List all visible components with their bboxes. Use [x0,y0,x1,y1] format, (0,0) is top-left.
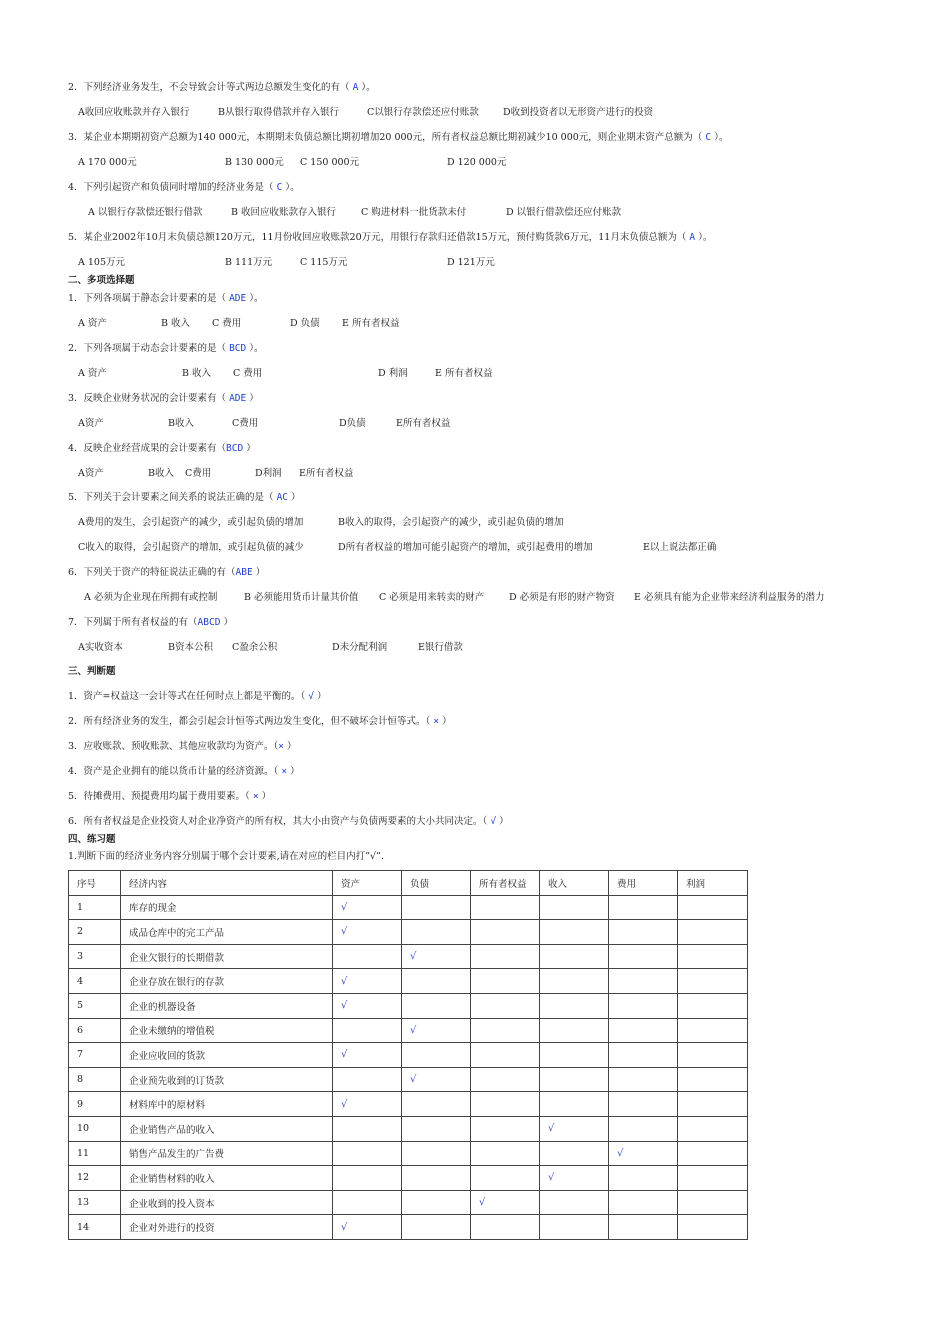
answer: ADE [229,393,247,404]
answer: C [276,182,283,193]
row-cell [402,1166,471,1191]
answer: √ [308,691,315,702]
check-mark: √ [341,901,348,913]
row-cell [333,993,402,1018]
row-cell [678,1190,748,1215]
option: B 必须能用货币计量其价值 [244,592,359,603]
judge-item-1 [68,691,327,703]
option: C盈余公积 [232,642,278,653]
row-cell [471,920,540,945]
question-tail: ） [252,567,266,578]
question-tail: ）。 [282,182,300,193]
question-single-5 [68,232,712,244]
option: C 150 000元 [300,157,360,168]
option: C 费用 [212,318,242,329]
row-cell [609,1067,678,1092]
option: E 所有者权益 [342,318,400,329]
row-cell [678,1141,748,1166]
row-cell [540,1043,609,1068]
option: B 收回应收账款存入银行 [231,207,337,218]
row-cell [333,944,402,969]
option: D 负债 [290,318,320,329]
option: C收入的取得，会引起资产的增加，或引起负债的减少 [78,542,304,553]
row-cell [678,944,748,969]
option: A收回应收账款并存入银行 [78,107,190,118]
row-description: 企业的机器设备 [121,993,333,1018]
row-number: 9 [69,1092,121,1117]
row-cell [471,1141,540,1166]
option: A 资产 [78,368,107,379]
question-text: 3．反映企业财务状况的会计要素有（ [68,393,230,404]
row-description: 企业预先收到的订货款 [121,1067,333,1092]
option: B收入的取得，会引起资产的减少，或引起负债的增加 [338,517,564,528]
row-cell [402,1018,471,1043]
question-single-2 [68,82,376,94]
row-cell [471,1116,540,1141]
row-cell [540,1116,609,1141]
row-cell [471,1215,540,1240]
question-text: 6．下列关于资产的特征说法正确的有（ [68,567,236,578]
row-cell [540,1067,609,1092]
option: B从银行取得借款并存入银行 [218,107,339,118]
row-cell [471,1043,540,1068]
section-title-practice: 四、练习题 [68,834,116,845]
answer: A [689,232,696,243]
row-cell [333,1092,402,1117]
check-mark: √ [341,1049,348,1061]
row-cell [540,1190,609,1215]
option: A 以银行存款偿还银行借款 [88,207,203,218]
row-cell [540,1092,609,1117]
row-cell [471,944,540,969]
row-cell [333,1018,402,1043]
row-number: 13 [69,1190,121,1215]
row-description: 企业销售产品的收入 [121,1116,333,1141]
option: B 收入 [182,368,212,379]
judge-item-5 [68,791,271,803]
table-row [69,920,748,945]
row-cell [471,969,540,994]
option: E银行借款 [418,642,463,653]
row-description: 企业未缴纳的增值税 [121,1018,333,1043]
table-row [69,895,748,920]
option: D 必须是有形的财产物资 [509,592,615,603]
option: D收到投资者以无形资产进行的投资 [503,107,654,118]
question-multi-6 [68,567,265,579]
header-cell: 所有者权益 [471,871,540,896]
check-mark: √ [479,1197,486,1209]
answer: ABCD [197,617,221,628]
row-cell [471,1166,540,1191]
section-title-multi: 二、多项选择题 [68,275,135,286]
row-cell [609,920,678,945]
judge-item-3 [68,741,297,753]
table-row [69,1215,748,1240]
answer: C [705,132,712,143]
row-cell [609,1116,678,1141]
option: C 115万元 [300,257,348,268]
judge-tail: ） [258,791,272,802]
option: A资产 [78,468,104,479]
row-cell [471,1018,540,1043]
row-cell [609,1092,678,1117]
question-text: 1．下列各项属于静态会计要素的是（ [68,293,230,304]
row-cell [678,1067,748,1092]
check-mark: √ [341,1000,348,1012]
question-multi-1 [68,293,264,305]
row-cell [471,993,540,1018]
option: D未分配利润 [332,642,388,653]
judge-text: 5．待摊费用、预提费用均属于费用要素。（ [68,791,253,802]
check-mark: √ [617,1147,624,1159]
option: A 必须为企业现在所拥有或控制 [84,592,218,603]
question-text: 4．下列引起资产和负债同时增加的经济业务是（ [68,182,277,193]
question-tail: ）。 [358,82,376,93]
row-number: 10 [69,1116,121,1141]
row-cell [540,969,609,994]
judge-item-6 [68,816,509,828]
header-cell: 收入 [540,871,609,896]
question-multi-2 [68,343,264,355]
question-single-3 [68,132,728,144]
judge-text: 1．资产=权益这一会计等式在任何时点上都是平衡的。（ [68,691,309,702]
answer: × [433,716,440,727]
row-cell [609,1018,678,1043]
row-cell [333,1166,402,1191]
option: A费用的发生，会引起资产的减少，或引起负债的增加 [78,517,304,528]
row-number: 11 [69,1141,121,1166]
question-single-4 [68,182,300,194]
table-row [69,944,748,969]
row-description: 企业收到的投入资本 [121,1190,333,1215]
judge-tail: ） [284,741,297,752]
answer: ABE [235,567,253,578]
option: C费用 [232,418,259,429]
row-number: 12 [69,1166,121,1191]
option: D负债 [339,418,366,429]
question-tail: ）。 [695,232,713,243]
question-text: 2．下列经济业务发生，不会导致会计等式两边总额发生变化的有（ [68,82,353,93]
row-cell [678,1166,748,1191]
question-multi-5 [68,492,301,504]
row-number: 2 [69,920,121,945]
answer: √ [490,816,497,827]
check-mark: √ [341,975,348,987]
row-cell [471,1092,540,1117]
row-cell [333,1215,402,1240]
judge-tail: ） [496,816,509,827]
answer: AC [276,492,289,503]
row-cell [678,993,748,1018]
check-mark: √ [341,1098,348,1110]
option: D 以银行借款偿还应付账款 [506,207,622,218]
answer: BCD [229,343,247,354]
classification-table [68,870,748,1240]
header-cell: 序号 [69,871,121,896]
row-cell [678,1116,748,1141]
row-cell [402,1116,471,1141]
option: A实收资本 [78,642,123,653]
row-number: 3 [69,944,121,969]
row-cell [609,944,678,969]
answer: × [278,741,285,752]
judge-item-2 [68,716,452,728]
question-tail: ）。 [711,132,729,143]
row-cell [333,920,402,945]
row-cell [609,1190,678,1215]
answer: × [281,766,288,777]
row-cell [471,1190,540,1215]
question-text: 2．下列各项属于动态会计要素的是（ [68,343,230,354]
row-cell [333,1116,402,1141]
row-description: 材料库中的原材料 [121,1092,333,1117]
question-tail: ）。 [246,343,264,354]
table-row [69,1092,748,1117]
header-cell: 负债 [402,871,471,896]
question-multi-3 [68,393,259,405]
option: B 111万元 [225,257,273,268]
header-cell: 费用 [609,871,678,896]
option: C 必须是用来转卖的财产 [379,592,485,603]
row-number: 7 [69,1043,121,1068]
row-cell [609,1141,678,1166]
question-tail: ） [288,492,301,503]
option: D 利润 [378,368,408,379]
row-description: 企业应收回的货款 [121,1043,333,1068]
row-cell [402,895,471,920]
row-cell [678,1018,748,1043]
row-number: 6 [69,1018,121,1043]
row-cell [402,1141,471,1166]
row-cell [402,1190,471,1215]
row-cell [678,969,748,994]
row-cell [609,1166,678,1191]
row-number: 1 [69,895,121,920]
question-tail: ）。 [246,293,264,304]
option: E所有者权益 [299,468,354,479]
row-cell [333,1190,402,1215]
row-description: 企业存放在银行的存款 [121,969,333,994]
row-cell [402,1067,471,1092]
check-mark: √ [410,951,417,963]
row-number: 14 [69,1215,121,1240]
row-cell [678,1092,748,1117]
row-cell [678,920,748,945]
row-cell [402,944,471,969]
answer: A [352,82,359,93]
row-cell [471,1067,540,1092]
option: B资本公积 [168,642,213,653]
option: E 必须具有能为企业带来经济利益服务的潜力 [634,592,825,603]
judge-text: 2．所有经济业务的发生，都会引起会计恒等式两边发生变化，但不破坏会计恒等式。（ [68,716,434,727]
practice-question: 1.判断下面的经济业务内容分别属于哪个会计要素,请在对应的栏目内打”√”. [68,851,384,862]
row-description: 成品仓库中的完工产品 [121,920,333,945]
row-cell [540,1018,609,1043]
option: A 170 000元 [78,157,137,168]
answer: ADE [229,293,247,304]
row-cell [471,895,540,920]
section-title-judge: 三、判断题 [68,666,116,677]
option: D 120 000元 [447,157,507,168]
question-text: 5．某企业2002年10月末负债总额120万元，11月份收回应收账款20万元，用银行存款归还借款15万元，预付购货款6万元，11月末负债总额为（ [68,232,690,243]
table-row [69,1166,748,1191]
header-cell: 经济内容 [121,871,333,896]
judge-item-4 [68,766,300,778]
row-cell [333,969,402,994]
option: A资产 [78,418,104,429]
row-cell [678,1043,748,1068]
row-number: 5 [69,993,121,1018]
table-row [69,1190,748,1215]
check-mark: √ [410,1024,417,1036]
option: D利润 [255,468,282,479]
row-cell [333,1067,402,1092]
row-cell [333,1141,402,1166]
row-cell [540,920,609,945]
row-cell [333,895,402,920]
table-header-row [69,871,748,896]
option: C费用 [185,468,212,479]
question-text: 7．下列属于所有者权益的有（ [68,617,198,628]
table-row [69,1116,748,1141]
option: B收入 [148,468,174,479]
option: B收入 [168,418,194,429]
row-cell [402,993,471,1018]
row-description: 企业销售材料的收入 [121,1166,333,1191]
option: B 收入 [161,318,191,329]
judge-text: 6．所有者权益是企业投资人对企业净资产的所有权，其大小由资产与负债两要素的大小共同决定。（ [68,816,491,827]
question-text: 3．某企业本期期初资产总额为140 000元，本期期末负债总额比期初增加20 000元，所有者权益总额比期初减少10 000元，则企业期末资产总额为（ [68,132,706,143]
option: A 资产 [78,318,107,329]
row-cell [678,895,748,920]
option: D所有者权益的增加可能引起资产的增加，或引起费用的增加 [338,542,593,553]
row-cell [540,1141,609,1166]
option: C 费用 [233,368,263,379]
row-description: 企业欠银行的长期借款 [121,944,333,969]
table-row [69,993,748,1018]
judge-text: 4．资产是企业拥有的能以货币计量的经济资源。（ [68,766,282,777]
row-cell [609,895,678,920]
question-text: 4．反映企业经营成果的会计要素有（ [68,443,227,454]
answer: BCD [226,443,244,454]
row-cell [609,1043,678,1068]
question-text: 5．下列关于会计要素之间关系的说法正确的是（ [68,492,277,503]
row-description: 企业对外进行的投资 [121,1215,333,1240]
row-number: 8 [69,1067,121,1092]
row-description: 库存的现金 [121,895,333,920]
option: E 所有者权益 [435,368,493,379]
row-cell [402,920,471,945]
question-tail: ） [220,617,233,628]
row-cell [540,993,609,1018]
row-cell [540,1166,609,1191]
check-mark: √ [410,1074,417,1086]
table-row [69,1018,748,1043]
table-row [69,1067,748,1092]
row-cell [333,1043,402,1068]
judge-text: 3．应收账款、预收账款、其他应收款均为资产。（ [68,741,279,752]
option: C 购进材料一批货款未付 [361,207,467,218]
question-tail: ） [246,393,259,404]
row-cell [402,1092,471,1117]
check-mark: √ [341,926,348,938]
question-multi-4 [68,443,256,455]
header-cell: 利润 [678,871,748,896]
table-row [69,969,748,994]
option: A 105万元 [78,257,126,268]
row-cell [402,1043,471,1068]
table-row [69,1141,748,1166]
row-cell [678,1215,748,1240]
question-tail: ） [243,443,256,454]
row-number: 4 [69,969,121,994]
option: E所有者权益 [396,418,451,429]
row-cell [540,1215,609,1240]
row-description: 销售产品发生的广告费 [121,1141,333,1166]
row-cell [609,1215,678,1240]
header-cell: 资产 [333,871,402,896]
option: E以上说法都正确 [643,542,717,553]
row-cell [402,1215,471,1240]
answer: × [252,791,259,802]
row-cell [540,944,609,969]
check-mark: √ [341,1221,348,1233]
judge-tail: ） [314,691,327,702]
judge-tail: ） [287,766,300,777]
judge-tail: ） [439,716,452,727]
option: D 121万元 [447,257,495,268]
row-cell [402,969,471,994]
option: B 130 000元 [225,157,284,168]
table-row [69,1043,748,1068]
question-multi-7 [68,617,233,629]
row-cell [609,969,678,994]
row-cell [540,895,609,920]
option: C以银行存款偿还应付账款 [367,107,479,118]
check-mark: √ [548,1123,555,1135]
row-cell [609,993,678,1018]
check-mark: √ [548,1172,555,1184]
